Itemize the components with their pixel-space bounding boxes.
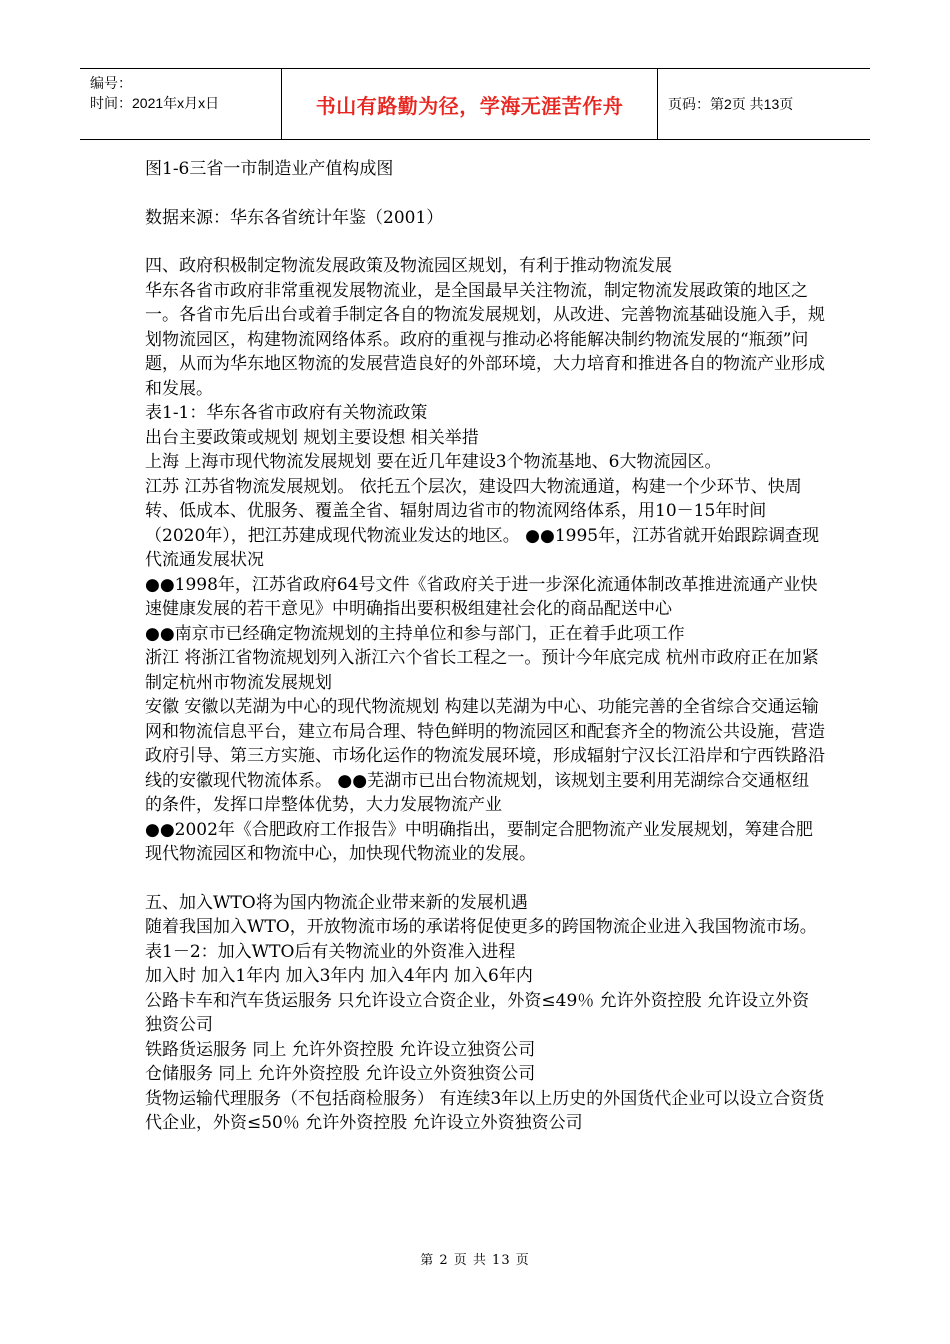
document-body	[145, 157, 825, 1136]
table-header-row: 加入时 加入1年内 加入3年内 加入4年内 加入6年内	[145, 966, 533, 986]
header-motto: 书山有路勤为径，学海无涯苦作舟	[282, 69, 658, 139]
paragraph: 华东各省市政府非常重视发展物流业，是全国最早关注物流，制定物流发展政策的地区之一。各省市先后出台或着手制定各自的物流发展规划，从改进、完善物流基础设施入手，规划物流园区，构建物流网络体系。政府的重视与推动必将能解决制约物流发展的“瓶颈”问题，从而为华东地区物流的发展营造良好的外部环境，大力培育和推进各自的物流产业形成和发展。	[145, 280, 825, 399]
header-page-info: 页码：第2页 共13页	[668, 96, 794, 112]
table-row: 公路卡车和汽车货运服务 只允许设立合资企业，外资≤49％ 允许外资控股 允许设立外资独资公司	[145, 990, 810, 1035]
header-meta	[80, 69, 282, 139]
table-title: 表1-1：华东各省市政府有关物流政策	[145, 403, 428, 423]
table-row: ●●南京市已经确定物流规划的主持单位和参与部门，正在着手此项工作	[145, 623, 685, 644]
paragraph: 随着我国加入WTO，开放物流市场的承诺将促使更多的跨国物流企业进入我国物流市场。	[145, 917, 817, 937]
document-code-label: 编号：	[90, 75, 132, 91]
page-footer: 第 2 页 共 13 页	[420, 1253, 530, 1268]
table-row: 江苏 江苏省物流发展规划。 依托五个层次，建设四大物流通道，构建一个少环节、快周转、低成本、优服务、覆盖全省、辐射周边省市的物流网络体系，用10－15年时间（2020年），把江苏建成现代物流业发达的地区。 ●●1995年，江苏省就开始跟踪调查现代流通发展状况	[145, 476, 820, 570]
section-heading: 四、政府积极制定物流发展政策及物流园区规划，有利于推动物流发展	[145, 256, 672, 276]
document-date: 时间：2021年x月x日	[90, 95, 220, 111]
table-row: 仓储服务 同上 允许外资控股 允许设立外资独资公司	[145, 1064, 536, 1084]
figure-caption: 图1-6三省一市制造业产值构成图	[145, 159, 394, 179]
page-header	[80, 68, 870, 140]
table-row: 货物运输代理服务（不包括商检服务） 有连续3年以上历史的外国货代企业可以设立合资货代企业，外资≤50％ 允许外资控股 允许设立外资独资公司	[145, 1088, 825, 1133]
table-row: 铁路货运服务 同上 允许外资控股 允许设立独资公司	[145, 1039, 536, 1060]
table-row: 上海 上海市现代物流发展规划 要在近几年建设3个物流基地、6大物流园区。	[145, 452, 722, 472]
data-source-note: 数据来源：华东各省统计年鉴（2001）	[145, 207, 444, 228]
table-header-row: 出台主要政策或规划 规划主要设想 相关举措	[145, 427, 479, 448]
table-row: ●●1998年，江苏省政府64号文件《省政府关于进一步深化流通体制改革推进流通产业快速健康发展的若干意见》中明确指出要积极组建社会化的商品配送中心	[145, 574, 818, 619]
table-title: 表1－2：加入WTO后有关物流业的外资准入进程	[145, 941, 516, 962]
section-heading: 五、加入WTO将为国内物流企业带来新的发展机遇	[145, 892, 528, 913]
table-row: ●●2002年《合肥政府工作报告》中明确指出，要制定合肥物流产业发展规划，筹建合肥现代物流园区和物流中心，加快现代物流业的发展。	[145, 819, 813, 864]
table-row: 安徽 安徽以芜湖为中心的现代物流规划 构建以芜湖为中心、功能完善的全省综合交通运输网和物流信息平台，建立布局合理、特色鲜明的物流园区和配套齐全的物流公共设施，营造政府引导、第三方实施、市场化运作的物流发展环境，形成辐射宁汉长江沿岸和宁西铁路沿线的安徽现代物流体系。 ●●芜湖市已出台物流规划，该规划主要利用芜湖综合交通枢纽的条件，发挥口岸整体优势，大力发展物流产业	[145, 697, 825, 815]
table-row: 浙江 将浙江省物流规划列入浙江六个省长工程之一。预计今年底完成 杭州市政府正在加紧制定杭州市物流发展规划	[145, 648, 819, 693]
